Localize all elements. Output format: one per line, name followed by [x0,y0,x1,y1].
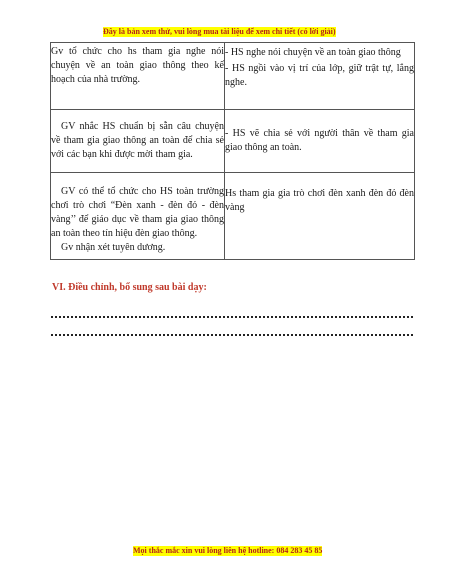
student-activity-text: - HS nghe nói chuyện về an toàn giao thông [225,47,401,58]
student-activity-text: - HS vẽ chia sẻ với người thân về tham gia giao thông an toàn. [225,128,414,153]
table-row [51,173,415,260]
hotline-banner: Mọi thắc mắc xin vui lòng liên hệ hotline: 084 283 45 85 [133,546,323,555]
teacher-activity-text: Gv tổ chức cho hs tham gia nghe nói chuyện về an toàn giao thông theo kế hoạch của nhà trường. [51,46,224,85]
student-activity-text: Hs tham gia gia trò chơi đèn xanh đèn đỏ đèn vàng [225,188,414,213]
teacher-feedback-text: Gv nhận xét tuyên dương. [61,242,166,253]
dotted-answer-line [51,316,413,318]
teacher-activity-cell [51,110,225,173]
student-activity-cell [225,43,415,110]
teacher-activity-text: GV nhắc HS chuẩn bị sẵn câu chuyện về tham gia giao thông an toàn để chia sẻ với các bạn khi được mời tham gia. [51,121,224,160]
preview-notice-banner: Đây là bản xem thử, vui lòng mua tài liệu để xem chi tiết (có lời giải) [103,27,336,36]
teacher-activity-text: GV có thể tổ chức cho HS toàn trường chơi trò chơi “Đèn xanh - đèn đỏ - đèn vàng’’ để giáo dục về tham gia giao thông an toàn theo tín hiệu đèn giao thông. [51,186,224,239]
student-activity-text: - HS ngồi vào vị trí của lớp, giữ trật tự, lắng nghe. [225,63,414,88]
student-activity-cell [225,173,415,260]
dotted-answer-line [51,334,413,336]
activity-table [50,42,415,260]
table-row [51,43,415,110]
section-heading: VI. Điều chỉnh, bổ sung sau bài dạy: [52,282,207,293]
teacher-activity-cell [51,43,225,110]
teacher-activity-cell [51,173,225,260]
student-activity-cell [225,110,415,173]
table-row [51,110,415,173]
